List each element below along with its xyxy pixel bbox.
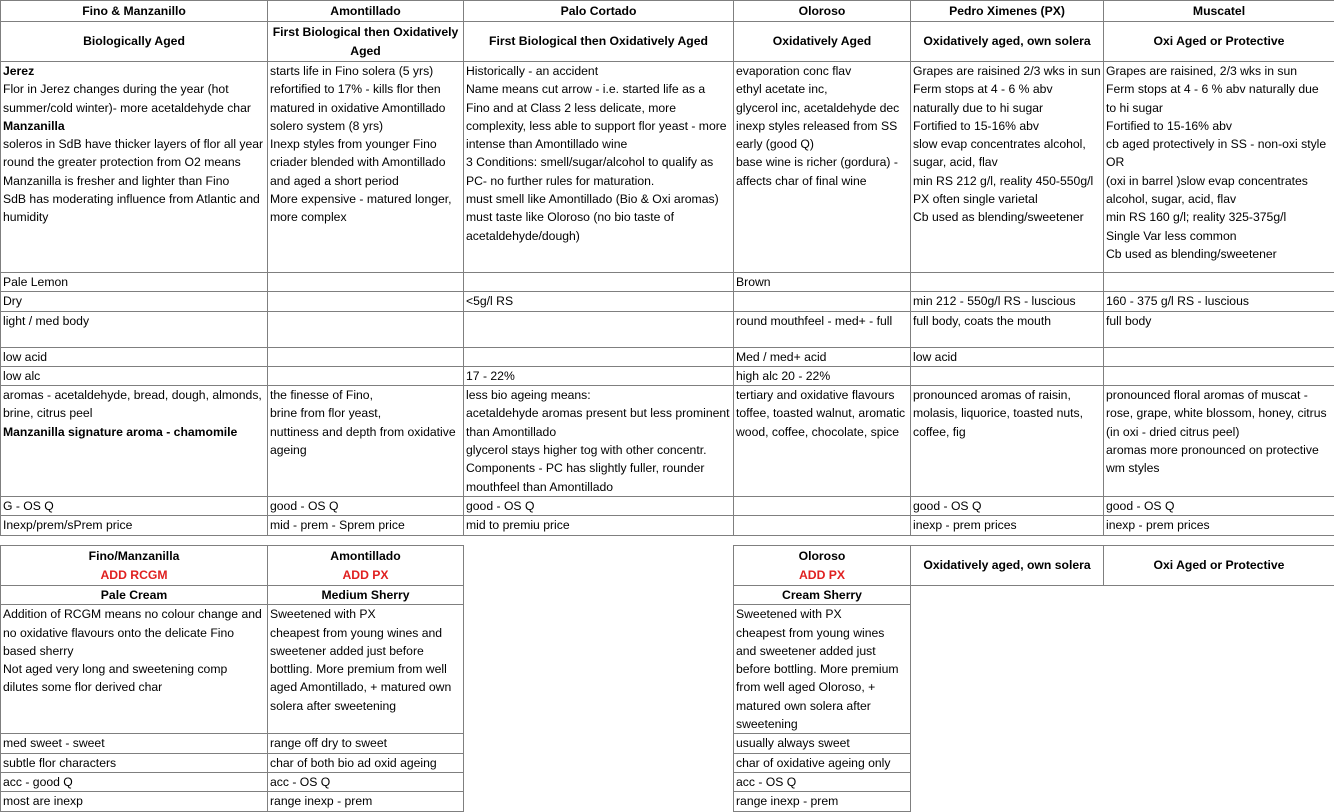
attribute-cell: most are inexp (1, 792, 268, 811)
text-line: nuttiness and depth from oxidative ageing (270, 423, 461, 460)
attribute-cell: <5g/l RS (464, 292, 734, 311)
text-line: evaporation conc flav (736, 62, 908, 80)
attribute-cell: range inexp - prem (734, 792, 911, 811)
base-style-header: Oxidatively aged, own solera (911, 546, 1104, 586)
price-cell: Inexp/prem/sPrem price (1, 516, 268, 535)
body-row (1, 311, 1334, 347)
attribute-cell (1104, 366, 1334, 385)
text-line: Sweetened with PX (736, 605, 908, 623)
description-cell (1, 62, 268, 273)
text-line: Flor in Jerez changes during the year (hot summer/cold winter)- more acetaldehyde char (3, 80, 265, 117)
text-line: cb aged protectively in SS - non-oxi style OR (1106, 135, 1332, 172)
text-line: Cb used as blending/sweetener (1106, 245, 1332, 263)
price-row (1, 516, 1334, 535)
column-header: Muscatel (1104, 1, 1334, 22)
ageing-method: First Biological then Oxidatively Aged (464, 22, 734, 62)
sweet-style-name: Cream Sherry (734, 586, 911, 605)
add-label: ADD PX (736, 566, 908, 584)
text-line: inexp styles released from SS early (good Q) (736, 117, 908, 154)
add-label: ADD RCGM (3, 566, 265, 584)
quality-cell: good - OS Q (911, 496, 1104, 515)
quality-cell: G - OS Q (1, 496, 268, 515)
text-line: Inexp styles from younger Fino criader blended with Amontillado and aged a short period (270, 135, 461, 190)
ageing-method: Biologically Aged (1, 22, 268, 62)
text-line: base wine is richer (gordura) - affects char of final wine (736, 153, 908, 190)
text-line: glycerol inc, acetaldehyde dec (736, 99, 908, 117)
text-line: Addition of RCGM means no colour change and no oxidative flavours onto the delicate Fino based sherry (3, 605, 265, 660)
text-line: cheapest from young wines and sweetener added just before bottling. More premium from well aged Oloroso, + matured own solera after sweetening (736, 624, 908, 734)
text-line: pronounced aromas of raisin, molasis, liquorice, toasted nuts, coffee, fig (913, 386, 1101, 441)
bottom-header-row (1, 546, 1334, 586)
text-line: 3 Conditions: smell/sugar/alcohol to qualify as PC- no further rules for maturation. (466, 153, 731, 190)
column-header: Fino & Manzanillo (1, 1, 268, 22)
aroma-cell (911, 386, 1104, 497)
description-cell (734, 62, 911, 273)
quality-cell: good - OS Q (464, 496, 734, 515)
text-line: Single Var less common (1106, 227, 1332, 245)
description-cell (734, 605, 911, 734)
text-line: acetaldehyde aromas present but less prominent than Amontillado (466, 404, 731, 441)
attribute-cell: full body, coats the mouth (911, 311, 1104, 347)
aroma-cell (734, 386, 911, 497)
attribute-cell: high alc 20 - 22% (734, 366, 911, 385)
sweetness-row (1, 292, 1334, 311)
text-line: Manzanilla signature aroma - chamomile (3, 423, 265, 441)
attribute-cell (268, 273, 464, 292)
aroma-cell (1104, 386, 1334, 497)
colour-row (1, 273, 1334, 292)
sweet-style-row (1, 586, 1334, 605)
attribute-cell (464, 347, 734, 366)
attribute-cell: Brown (734, 273, 911, 292)
description-row (1, 62, 1334, 273)
text-line: Manzanilla (3, 117, 265, 135)
text-line: More expensive - matured longer, more complex (270, 190, 461, 227)
quality-cell: good - OS Q (1104, 496, 1334, 515)
column-header: Pedro Ximenes (PX) (911, 1, 1104, 22)
text-line: Components - PC has slightly fuller, rounder mouthfeel than Amontillado (466, 459, 731, 496)
text-line: SdB has moderating influence from Atlantic and humidity (3, 190, 265, 227)
aroma-cell (464, 386, 734, 497)
price-cell: mid - prem - Sprem price (268, 516, 464, 535)
attribute-cell: light / med body (1, 311, 268, 347)
attribute-cell: usually always sweet (734, 734, 911, 753)
ageing-method: First Biological then Oxidatively Aged (268, 22, 464, 62)
text-line: brine from flor yeast, (270, 404, 461, 422)
attribute-cell: acc - good Q (1, 772, 268, 791)
attribute-cell (911, 366, 1104, 385)
sweetness-row (1, 734, 1334, 753)
price-row (1, 792, 1334, 811)
attribute-cell (734, 292, 911, 311)
base-style-header: Fino/Manzanilla ADD RCGM (1, 546, 268, 586)
attribute-cell: min 212 - 550g/l RS - luscious (911, 292, 1104, 311)
attribute-cell: char of oxidative ageing only (734, 753, 911, 772)
text-line: soleros in SdB have thicker layers of flor all year round the greater protection from O2 means Manzanilla is fresher and lighter than Fino (3, 135, 265, 190)
text-line: Historically - an accident (466, 62, 731, 80)
description-cell (911, 62, 1104, 273)
attribute-cell (1104, 273, 1334, 292)
attribute-cell: acc - OS Q (734, 772, 911, 791)
ageing-method: Oxidatively Aged (734, 22, 911, 62)
text-line: Jerez (3, 62, 265, 80)
attribute-cell (268, 292, 464, 311)
add-label: ADD PX (270, 566, 461, 584)
text-line: glycerol stays higher tog with other concentr. (466, 441, 731, 459)
text-line: must taste like Oloroso (no bio taste of acetaldehyde/dough) (466, 208, 731, 245)
column-header: Palo Cortado (464, 1, 734, 22)
quality-cell (734, 496, 911, 515)
attribute-cell: full body (1104, 311, 1334, 347)
description-cell (1, 605, 268, 734)
attribute-cell: Dry (1, 292, 268, 311)
price-cell: inexp - prem prices (911, 516, 1104, 535)
quality-row (1, 496, 1334, 515)
text-line: aromas - acetaldehyde, bread, dough, almonds, brine, citrus peel (3, 386, 265, 423)
attribute-cell: low acid (911, 347, 1104, 366)
attribute-cell: subtle flor characters (1, 753, 268, 772)
alcohol-row (1, 366, 1334, 385)
text-line: tertiary and oxidative flavours toffee, toasted walnut, aromatic wood, coffee, chocolate, spice (736, 386, 908, 441)
ageing-method: Oxidatively aged, own solera (911, 22, 1104, 62)
character-row (1, 753, 1334, 772)
text-line: (oxi in barrel )slow evap concentrates alcohol, sugar, acid, flav (1106, 172, 1332, 209)
text-line: Not aged very long and sweetening comp dilutes some flor derived char (3, 660, 265, 697)
attribute-cell (911, 273, 1104, 292)
attribute-cell (268, 311, 464, 347)
text-line: Fortified to 15-16% abv (913, 117, 1101, 135)
sweet-style-name: Pale Cream (1, 586, 268, 605)
base-style-header: Oloroso ADD PX (734, 546, 911, 586)
attribute-cell (268, 366, 464, 385)
text-line: the finesse of Fino, (270, 386, 461, 404)
attribute-cell: range off dry to sweet (268, 734, 464, 753)
text-line: PX often single varietal (913, 190, 1101, 208)
text-line: pronounced floral aromas of muscat - rose, grape, white blossom, honey, citrus (in oxi - dried citrus peel) (1106, 386, 1332, 441)
text-line: Sweetened with PX (270, 605, 461, 623)
attribute-cell: acc - OS Q (268, 772, 464, 791)
attribute-cell: 160 - 375 g/l RS - luscious (1104, 292, 1334, 311)
text-line: Name means cut arrow - i.e. started life as a Fino and at Class 2 less delicate, more complexity, less able to support flor yeast - more intense than Amontillado wine (466, 80, 731, 153)
text-line: ethyl acetate inc, (736, 80, 908, 98)
attribute-cell (464, 273, 734, 292)
attribute-cell: 17 - 22% (464, 366, 734, 385)
ageing-row (1, 22, 1334, 62)
text-line: must smell like Amontillado (Bio & Oxi aromas) (466, 190, 731, 208)
attribute-cell: Pale Lemon (1, 273, 268, 292)
aroma-cell (268, 386, 464, 497)
description-cell (268, 62, 464, 273)
attribute-cell: med sweet - sweet (1, 734, 268, 753)
sweet-style-name: Medium Sherry (268, 586, 464, 605)
text-line: min RS 212 g/l, reality 450-550g/l (913, 172, 1101, 190)
acid-row (1, 347, 1334, 366)
text-line: Grapes are raisined, 2/3 wks in sun (1106, 62, 1332, 80)
text-line: aromas more pronounced on protective wm styles (1106, 441, 1332, 478)
header-row (1, 1, 1334, 22)
attribute-cell: Med / med+ acid (734, 347, 911, 366)
sweet-description-row (1, 605, 1334, 734)
text-line: slow evap concentrates alcohol, sugar, acid, flav (913, 135, 1101, 172)
text-line: cheapest from young wines and sweetener added just before bottling. More premium from well aged Amontillado, + matured own solera after sweetening (270, 624, 461, 715)
attribute-cell (268, 347, 464, 366)
column-header: Amontillado (268, 1, 464, 22)
attribute-cell (464, 311, 734, 347)
base-style-header: Amontillado ADD PX (268, 546, 464, 586)
aroma-row (1, 386, 1334, 497)
text-line: Ferm stops at 4 - 6 % abv naturally due to hi sugar (1106, 80, 1332, 117)
sweetened-sherry-table (0, 545, 1334, 812)
description-cell (268, 605, 464, 734)
price-cell: inexp - prem prices (1104, 516, 1334, 535)
text-line: Fortified to 15-16% abv (1106, 117, 1332, 135)
attribute-cell: round mouthfeel - med+ - full (734, 311, 911, 347)
base-style-header: Oxi Aged or Protective (1104, 546, 1334, 586)
text-line: Ferm stops at 4 - 6 % abv naturally due to hi sugar (913, 80, 1101, 117)
text-line: Grapes are raisined 2/3 wks in sun (913, 62, 1101, 80)
attribute-cell (1104, 347, 1334, 366)
ageing-method: Oxi Aged or Protective (1104, 22, 1334, 62)
price-cell (734, 516, 911, 535)
column-header: Oloroso (734, 1, 911, 22)
attribute-cell: low acid (1, 347, 268, 366)
text-line: starts life in Fino solera (5 yrs) refortified to 17% - kills flor then matured in oxidative Amontillado solero system (8 yrs) (270, 62, 461, 135)
attribute-cell: low alc (1, 366, 268, 385)
text-line: min RS 160 g/l; reality 325-375g/l (1106, 208, 1332, 226)
text-line: Cb used as blending/sweetener (913, 208, 1101, 226)
price-cell: mid to premiu price (464, 516, 734, 535)
description-cell (1104, 62, 1334, 273)
attribute-cell: range inexp - prem (268, 792, 464, 811)
quality-row (1, 772, 1334, 791)
description-cell (464, 62, 734, 273)
text-line: less bio ageing means: (466, 386, 731, 404)
quality-cell: good - OS Q (268, 496, 464, 515)
attribute-cell: char of both bio ad oxid ageing (268, 753, 464, 772)
aroma-cell (1, 386, 268, 497)
